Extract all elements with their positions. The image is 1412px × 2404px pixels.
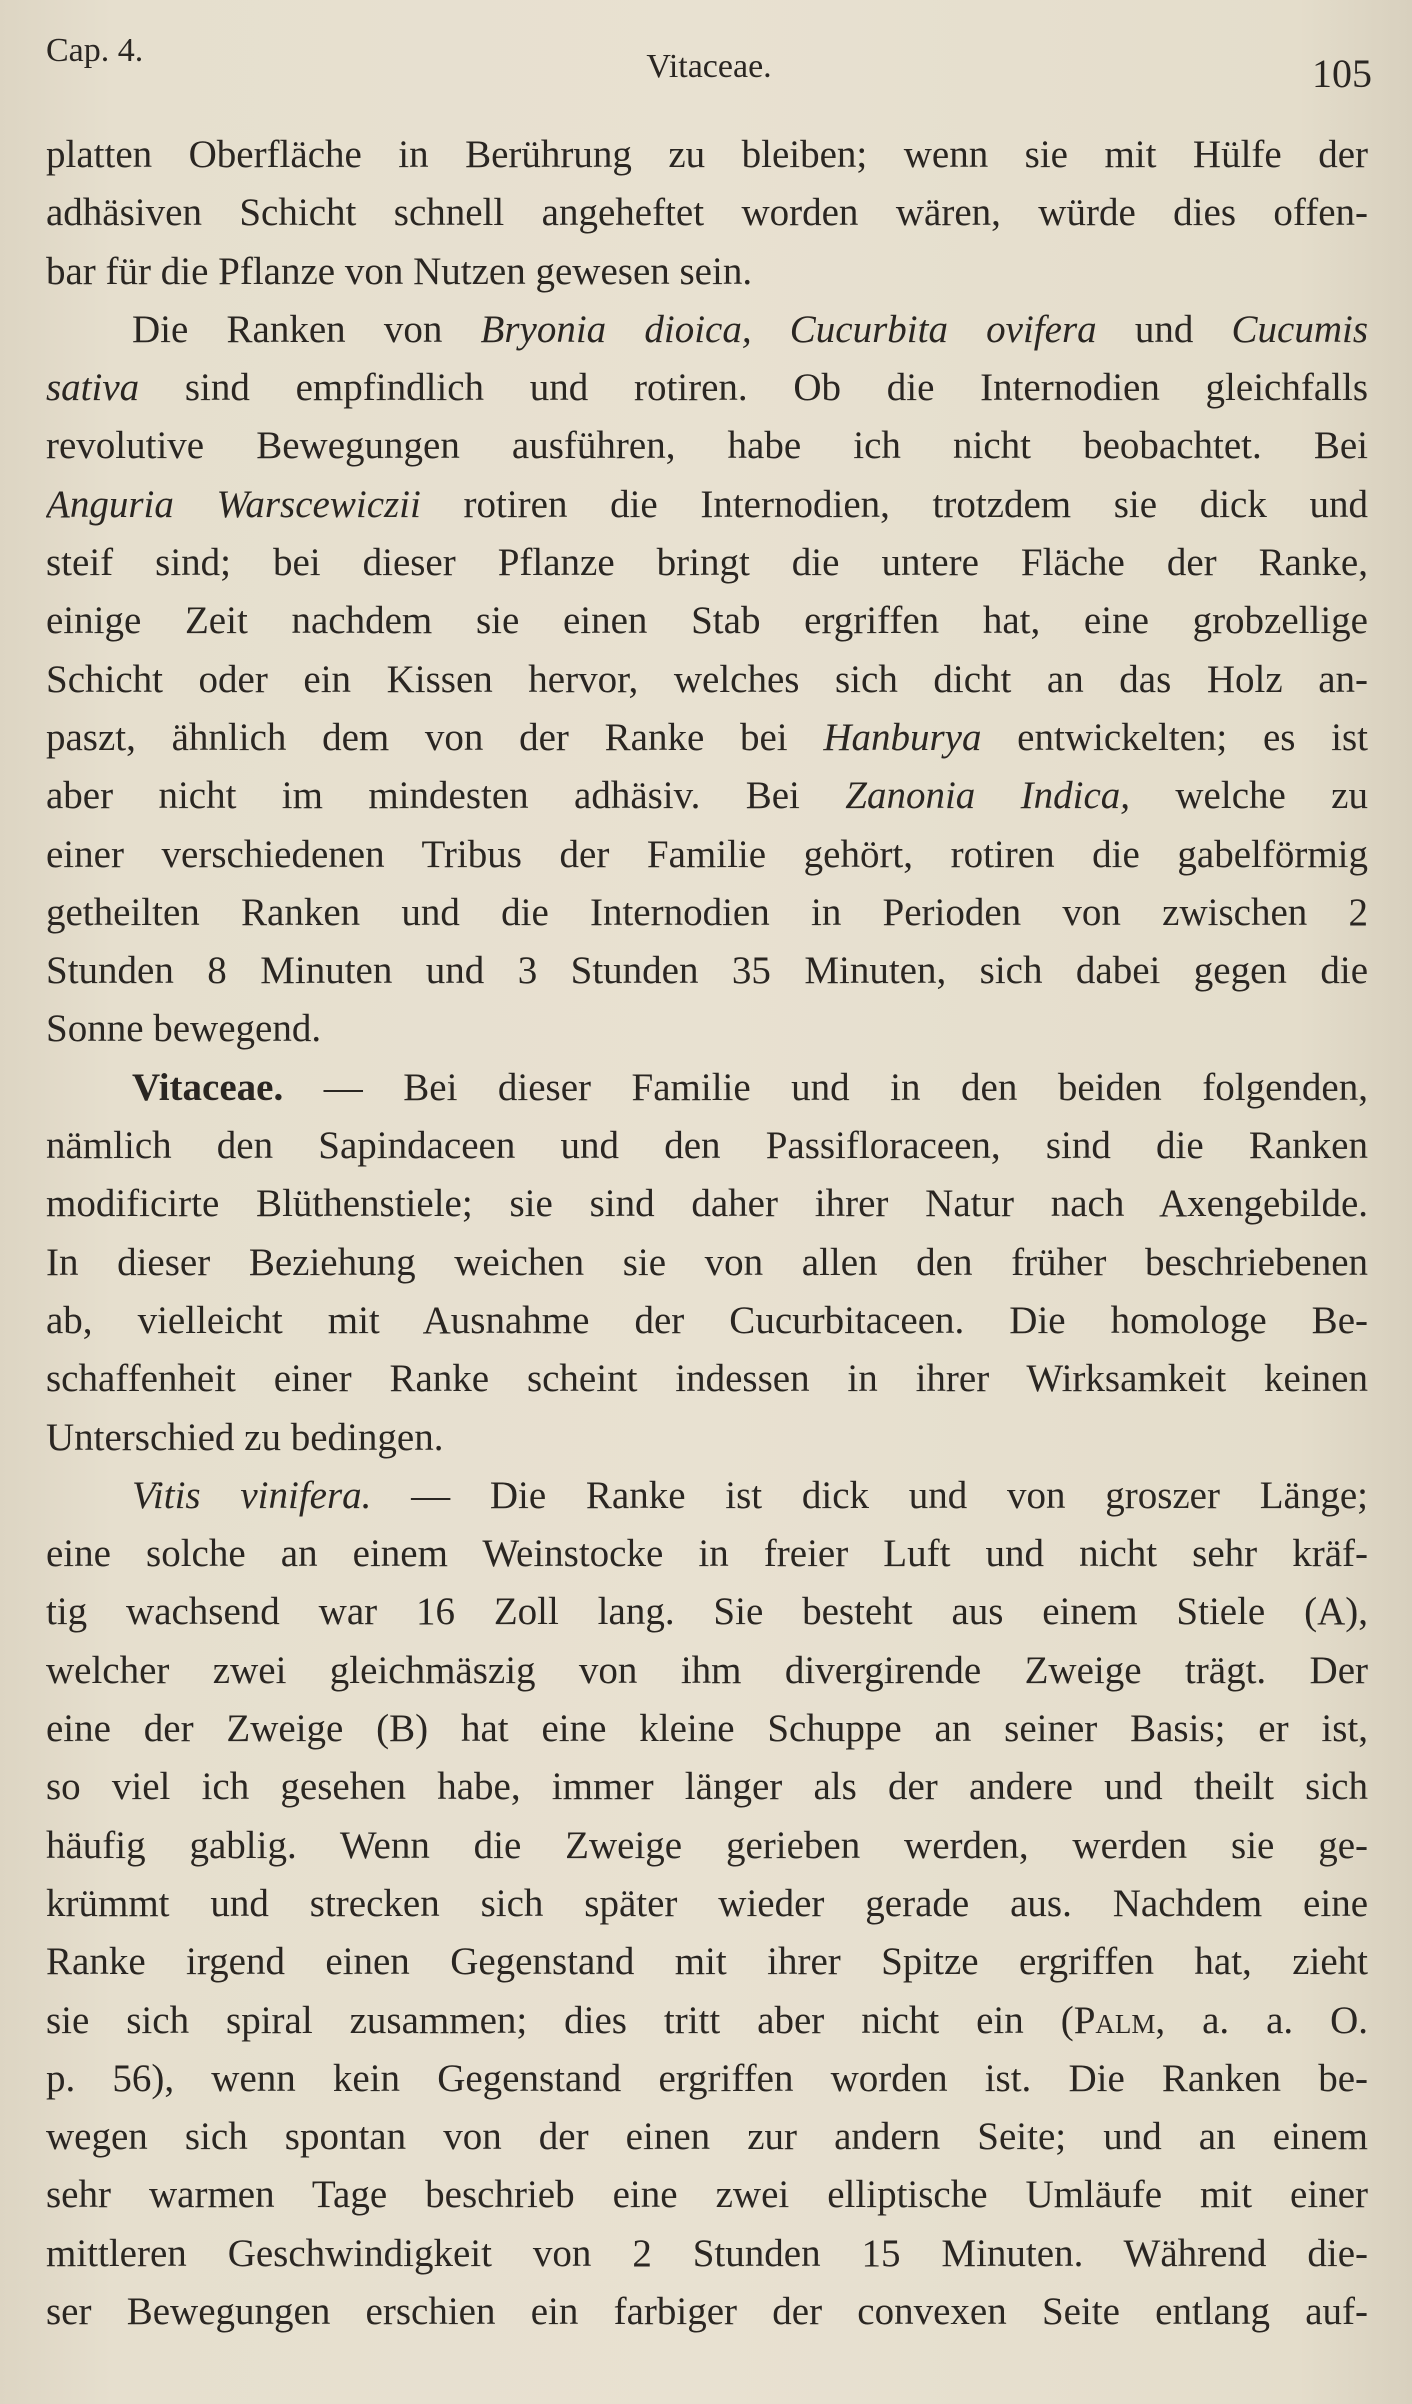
text-run: rotiren die Internodien, trotzdem sie dick und (420, 482, 1368, 526)
text-run: welche zu (1130, 774, 1368, 818)
text-line: adhäsiven Schicht schnell angeheftet worden wären, würde dies offen- (46, 191, 1368, 235)
text-line: revolutive Bewegungen ausführen, habe ich nicht beobachtet. Bei (46, 424, 1368, 468)
italic-text: Vitis vinifera. (132, 1473, 372, 1517)
small-caps-name: Palm (1073, 1998, 1156, 2042)
text-line: krümmt und strecken sich später wieder gerade aus. Nachdem eine (46, 1881, 1368, 1925)
text-line: mittleren Geschwindigkeit von 2 Stunden 15 Minuten. Während die- (46, 2231, 1368, 2275)
italic-text: Anguria Warscewiczii (46, 482, 421, 526)
italic-text: Bryonia dioica, Cucurbita ovifera (480, 307, 1097, 351)
bold-heading: Vitaceae. (132, 1065, 284, 1109)
text-line: ab, vielleicht mit Ausnahme der Cucurbitaceen. Die homologe Be- (46, 1298, 1368, 1342)
text-line: p. 56), wenn kein Gegenstand ergriffen worden ist. Die Ranken be- (46, 2056, 1368, 2100)
text-line (46, 301, 1368, 359)
chapter-label: Cap. 4. (46, 32, 144, 69)
text-line: Sonne bewegend. (46, 1007, 322, 1051)
text-line: platten Oberfläche in Berührung zu bleiben; wenn sie mit Hülfe der (46, 133, 1368, 176)
text-run: sie sich spiral zusammen; dies tritt aber nicht ein ( (46, 1998, 1074, 2042)
text-run: — Bei dieser Familie und in den beiden folgenden, (283, 1065, 1368, 1109)
text-line: ser Bewegungen erschien ein farbiger der convexen Seite entlang auf- (46, 2289, 1368, 2333)
text-line (46, 767, 1368, 825)
text-line (46, 1992, 1368, 2050)
text-run: entwickelten; es ist (981, 715, 1368, 759)
text-line: Unterschied zu bedingen. (46, 1415, 444, 1459)
text-line: Schicht oder ein Kissen hervor, welches sich dicht an das Holz an- (46, 657, 1368, 701)
italic-text: sativa (46, 366, 140, 410)
text-line (46, 1059, 1368, 1117)
text-line: In dieser Beziehung weichen sie von allen den früher beschriebenen (46, 1240, 1368, 1284)
text-line: steif sind; bei dieser Pflanze bringt die untere Fläche der Ranke, (46, 541, 1368, 585)
text-line (46, 1467, 1368, 1525)
text-line: einer verschiedenen Tribus der Familie gehört, rotiren die gabelförmig (46, 832, 1368, 876)
text-line: welcher zwei gleichmäszig von ihm divergirende Zweige trägt. Der (46, 1648, 1368, 1692)
running-title: Vitaceae. (646, 48, 772, 85)
page-number: 105 (1312, 51, 1372, 96)
text-line (46, 709, 1368, 767)
italic-text: Hanburya (823, 715, 982, 759)
text-line: so viel ich gesehen habe, immer länger als der andere und theilt sich (46, 1765, 1368, 1809)
text-run: Die Ranken von (132, 307, 481, 351)
page-header (46, 28, 1372, 98)
text-run: , a. a. O. (1155, 1998, 1368, 2042)
text-line: bar für die Pflanze von Nutzen gewesen sein. (46, 249, 753, 293)
text-line (46, 476, 1368, 534)
text-run: — Die Ranke ist dick und von groszer Länge; (371, 1473, 1368, 1517)
text-line: nämlich den Sapindaceen und den Passifloraceen, sind die Ranken (46, 1124, 1368, 1168)
text-run: aber nicht im mindesten adhäsiv. Bei (46, 774, 846, 818)
text-line: Stunden 8 Minuten und 3 Stunden 35 Minuten, sich dabei gegen die (46, 949, 1368, 993)
text-line: eine solche an einem Weinstocke in freier Luft und nicht sehr kräf- (46, 1532, 1368, 1576)
text-line: modificirte Blüthenstiele; sie sind daher ihrer Natur nach Axengebilde. (46, 1182, 1368, 1226)
text-run: und (1096, 307, 1232, 351)
text-line (46, 359, 1368, 417)
text-run: paszt, ähnlich dem von der Ranke bei (46, 715, 824, 759)
text-line: einige Zeit nachdem sie einen Stab ergriffen hat, eine grobzellige (46, 599, 1368, 643)
italic-text: Cucumis (1231, 307, 1368, 351)
text-line: wegen sich spontan von der einen zur andern Seite; und an einem (46, 2115, 1368, 2159)
text-line: tig wachsend war 16 Zoll lang. Sie besteht aus einem Stiele (A), (46, 1590, 1368, 1634)
text-line: eine der Zweige (B) hat eine kleine Schuppe an seiner Basis; er ist, (46, 1707, 1368, 1751)
text-line: schaffenheit einer Ranke scheint indessen in ihrer Wirksamkeit keinen (46, 1357, 1368, 1401)
text-line: getheilten Ranken und die Internodien in Perioden von zwischen 2 (46, 890, 1368, 934)
italic-text: Zanonia Indica, (845, 774, 1131, 818)
text-line: häufig gablig. Wenn die Zweige gerieben werden, werden sie ge- (46, 1823, 1368, 1867)
text-line: Ranke irgend einen Gegenstand mit ihrer Spitze ergriffen hat, zieht (46, 1940, 1368, 1984)
text-run: sind empfindlich und rotiren. Ob die Internodien gleichfalls (139, 366, 1368, 410)
body-text (46, 126, 1368, 2341)
text-line: sehr warmen Tage beschrieb eine zwei elliptische Umläufe mit einer (46, 2173, 1368, 2217)
